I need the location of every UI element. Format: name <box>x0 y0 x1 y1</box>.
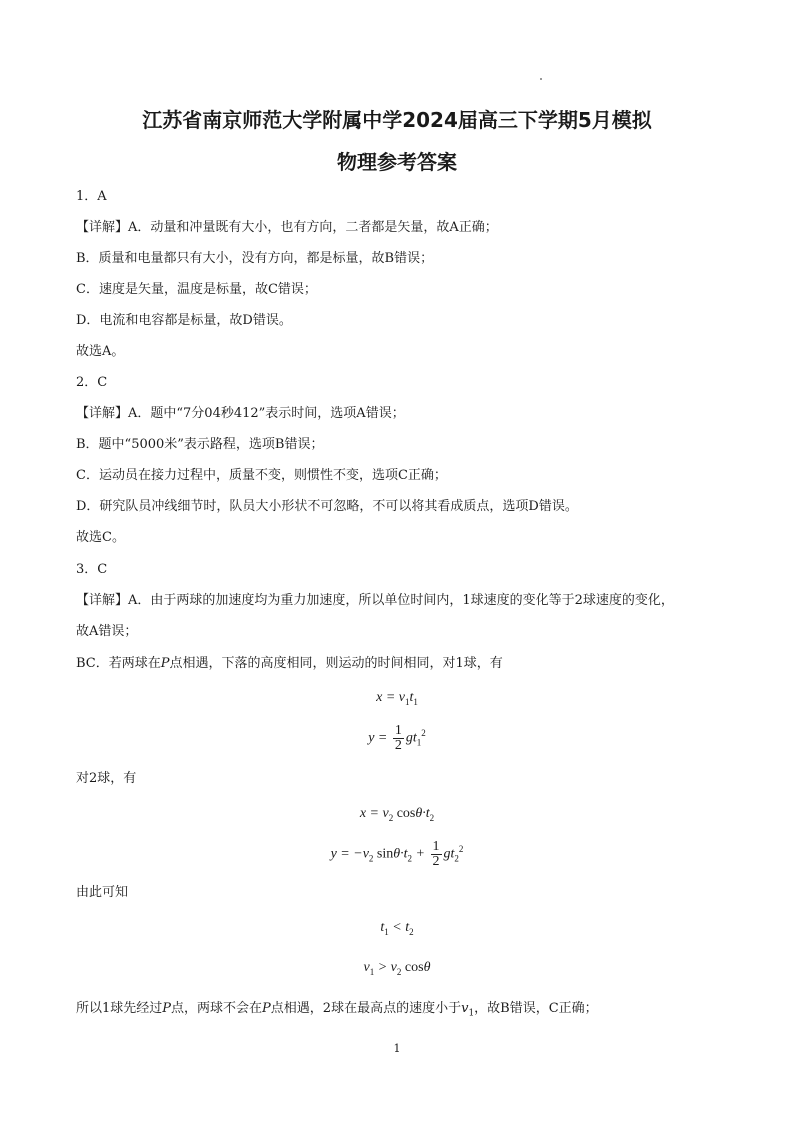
document-subtitle: 物理参考答案 <box>337 150 457 174</box>
answer-2: 2．C <box>76 375 108 390</box>
equation-x-ball2: $x = v_2$ $\cos\theta\cdot t_2$ <box>359 806 435 823</box>
explanation-line: D．研究队员冲线细节时，队员大小形状不可忽略，不可以将其看成质点，选项D错误。 <box>76 499 578 514</box>
explanation-line: 【详解】A．由于两球的加速度均为重力加速度，所以单位时间内，1球速度的变化等于2球速度的变化， <box>76 593 674 608</box>
equation-y-ball2: $y = -v_2$ $\sin\theta\cdot t_2$ + $\frac{1}{2}$ $gt_2^2$ <box>330 839 464 869</box>
equation-speed-compare: $v_1 > v_2$ cosθ <box>363 960 431 977</box>
explanation-line: 故A错误； <box>76 624 138 639</box>
page-number: 1 <box>393 1042 401 1055</box>
explanation-line: 【详解】A．动量和冲量既有大小，也有方向，二者都是矢量，故A正确； <box>76 220 498 235</box>
explanation-line: 由此可知 <box>76 885 129 900</box>
equation-time-compare: $t_1 < t_2$ <box>380 920 414 937</box>
answer-3: 3．C <box>76 562 108 577</box>
equation-y-ball1: y = $\frac{1}{2}$ $gt_1^2$ <box>368 723 426 753</box>
explanation-line: BC．若两球在P点相遇，下落的高度相同，则运动的时间相同，对1球，有 <box>76 656 503 671</box>
conclusion-line: 故选A。 <box>76 344 125 359</box>
conclusion-line: 故选C。 <box>76 530 125 545</box>
document-title: 江苏省南京师范大学附属中学2024届高三下学期5月模拟 <box>142 108 652 132</box>
explanation-line: D．电流和电容都是标量，故D错误。 <box>76 313 292 328</box>
explanation-line: 对2球，有 <box>76 771 137 786</box>
explanation-line: C．速度是矢量，温度是标量，故C错误； <box>76 282 317 297</box>
explanation-line: B．题中“5000米”表示路程，选项B错误； <box>76 437 324 452</box>
explanation-line: 【详解】A．题中“7分04秒412”表示时间，选项A错误； <box>76 406 405 421</box>
equation-x-ball1: $x = v_1t_1$ <box>376 690 418 707</box>
explanation-line: C．运动员在接力过程中，质量不变，则惯性不变，选项C正确； <box>76 468 447 483</box>
answer-1: 1．A <box>76 189 107 204</box>
explanation-line: 所以1球先经过P点，两球不会在P点相遇，2球在最高点的速度小于$v_1$，故B错误，C正确； <box>76 1001 598 1019</box>
explanation-line: B．质量和电量都只有大小，没有方向，都是标量，故B错误； <box>76 251 434 266</box>
scan-dot <box>540 78 542 80</box>
